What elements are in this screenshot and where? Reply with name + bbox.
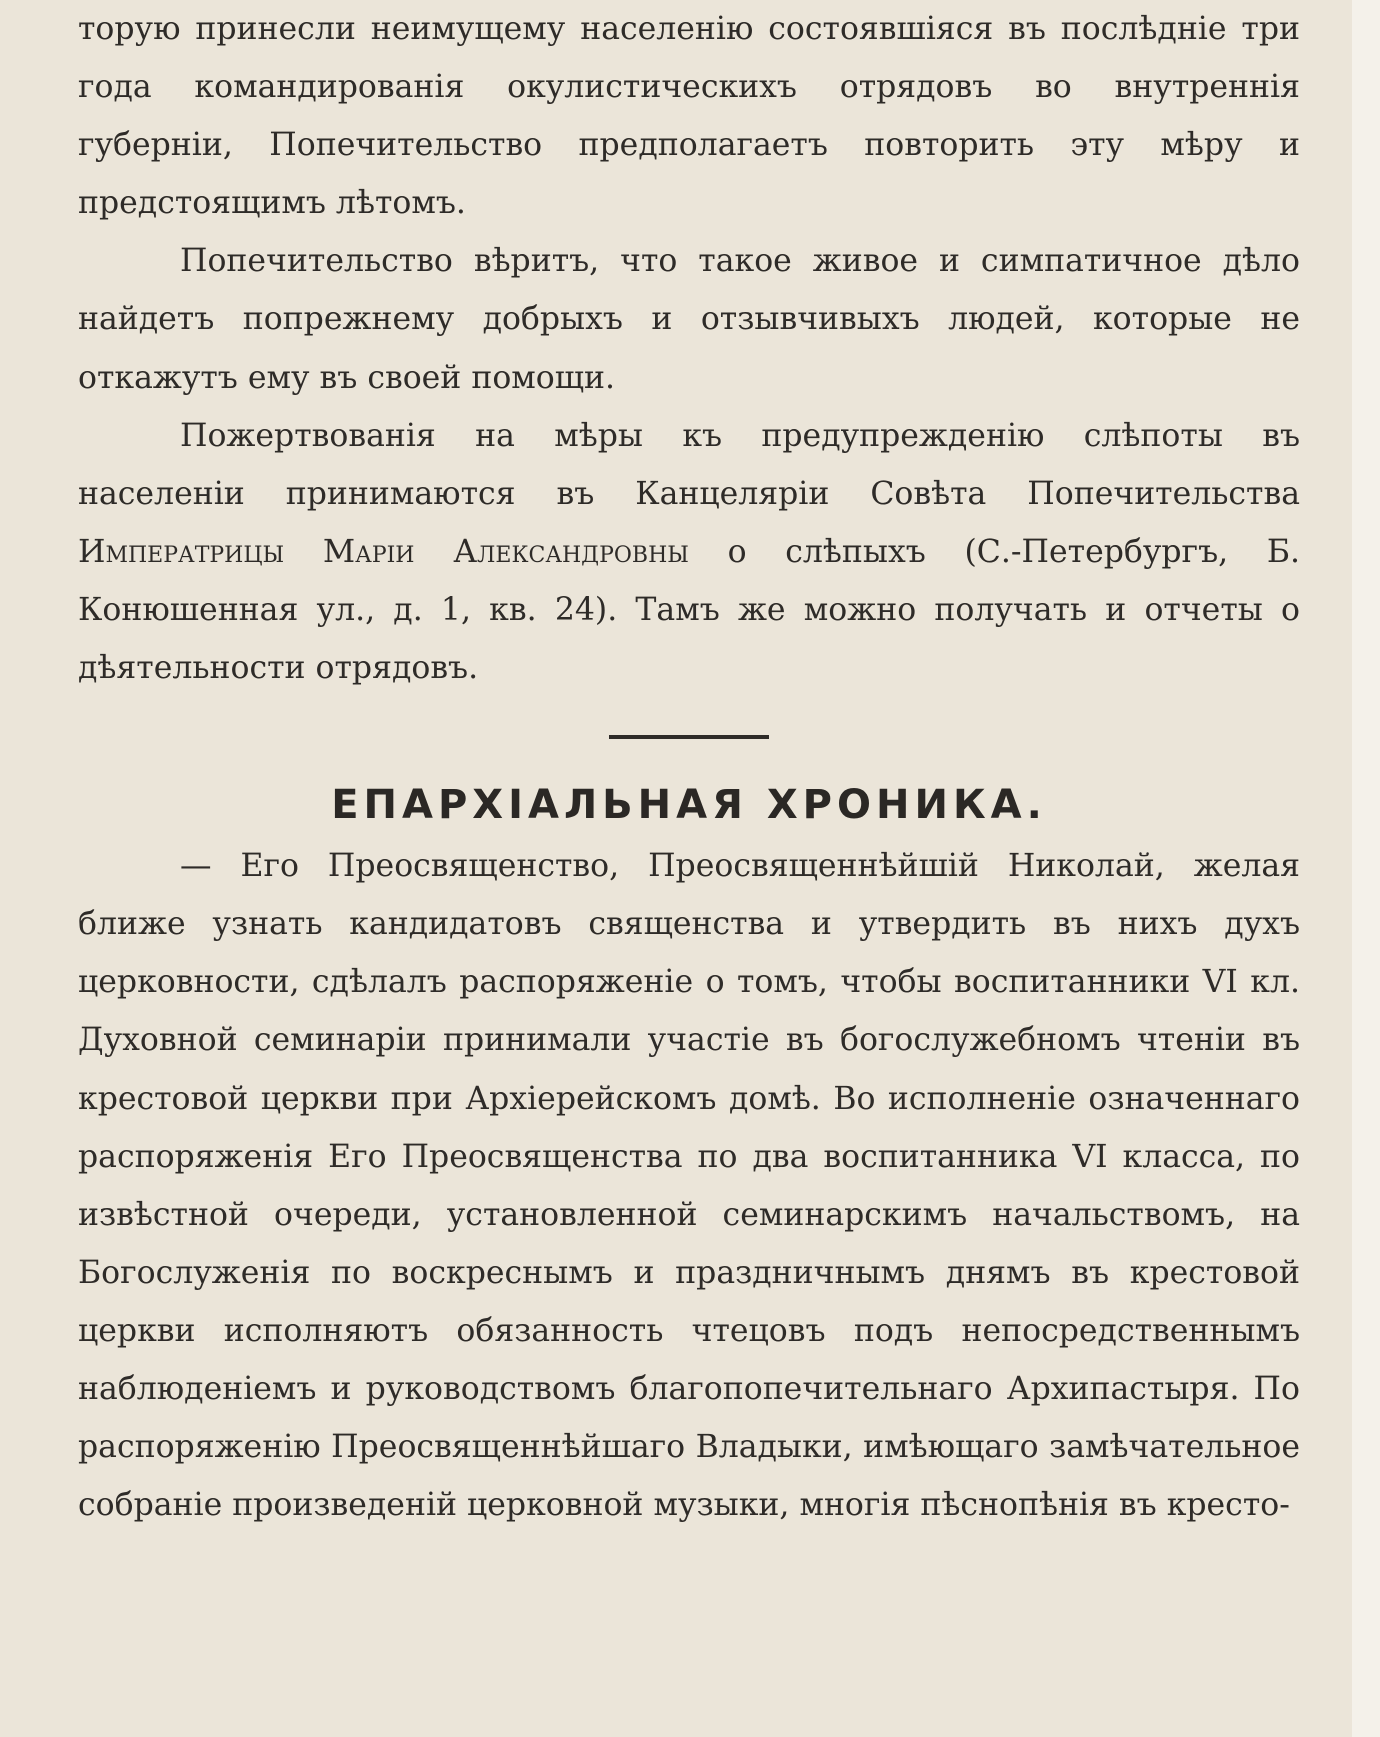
donation-text-start: Пожертвованія на мѣры къ предупрежденію слѣпоты въ населеніи принимаются въ Канцеляріи Совѣта Попечительства xyxy=(78,417,1300,512)
paragraph-outreach: торую принесли неимущему населенію состоявшіяся въ послѣднie три года командированія окулистическихъ отрядовъ во внутреннія губерніи, Попечительство предполагаетъ повторить эту мѣру и предстоящимъ лѣтомъ. xyxy=(78,11,1300,222)
paragraph-trust: Попечительство вѣритъ, что такое живое и симпатичное дѣло найдетъ попрежнему добрыхъ и отзывчивыхъ людей, которые не откажутъ ему въ своей помощи. xyxy=(78,243,1300,396)
body-text xyxy=(78,0,1300,1534)
donation-text-end: о слѣпыхъ (С.-Петербургъ, Б. Конюшенная ул., д. 1, кв. 24). Тамъ же можно получать и отчеты о дѣятельности отрядовъ. xyxy=(78,533,1300,687)
section-title: ЕПАРХІАЛЬНАЯ ХРОНИКА. xyxy=(331,782,1047,829)
empress-name: Императрицы Маріи Александровны xyxy=(78,533,689,570)
paragraph-chronicle: — Его Преосвященство, Преосвященнѣйшій Николай, желая ближе узнать кандидатовъ священства и утвердить въ нихъ духъ церковности, сдѣлалъ распоряженіе о томъ, чтобы воспитанники VI кл. Духовной семинаріи принимали участіе въ богослужебномъ чтеніи въ крестовой церкви при Архіерейскомъ домѣ. Во исполненіе означеннаго распоряженія Его Преосвященства по два воспитанника VI класса, по извѣстной очереди, установленной семинарскимъ начальствомъ, на Богослуженія по воскреснымъ и праздничнымъ днямъ въ крестовой церкви исполняютъ обязанность чтецовъ подъ непосредственнымъ наблюденіемъ и руководствомъ благопопечительнаго Архипастыря. По распоряженію Преосвященнѣйшаго Владыки, имѣющаго замѣчательное собраніе произведеній церковной музыки, многія пѣснопѣнія въ кресто- xyxy=(78,848,1300,1524)
section-divider-rule xyxy=(609,735,769,739)
paragraph-donations xyxy=(78,407,1300,697)
